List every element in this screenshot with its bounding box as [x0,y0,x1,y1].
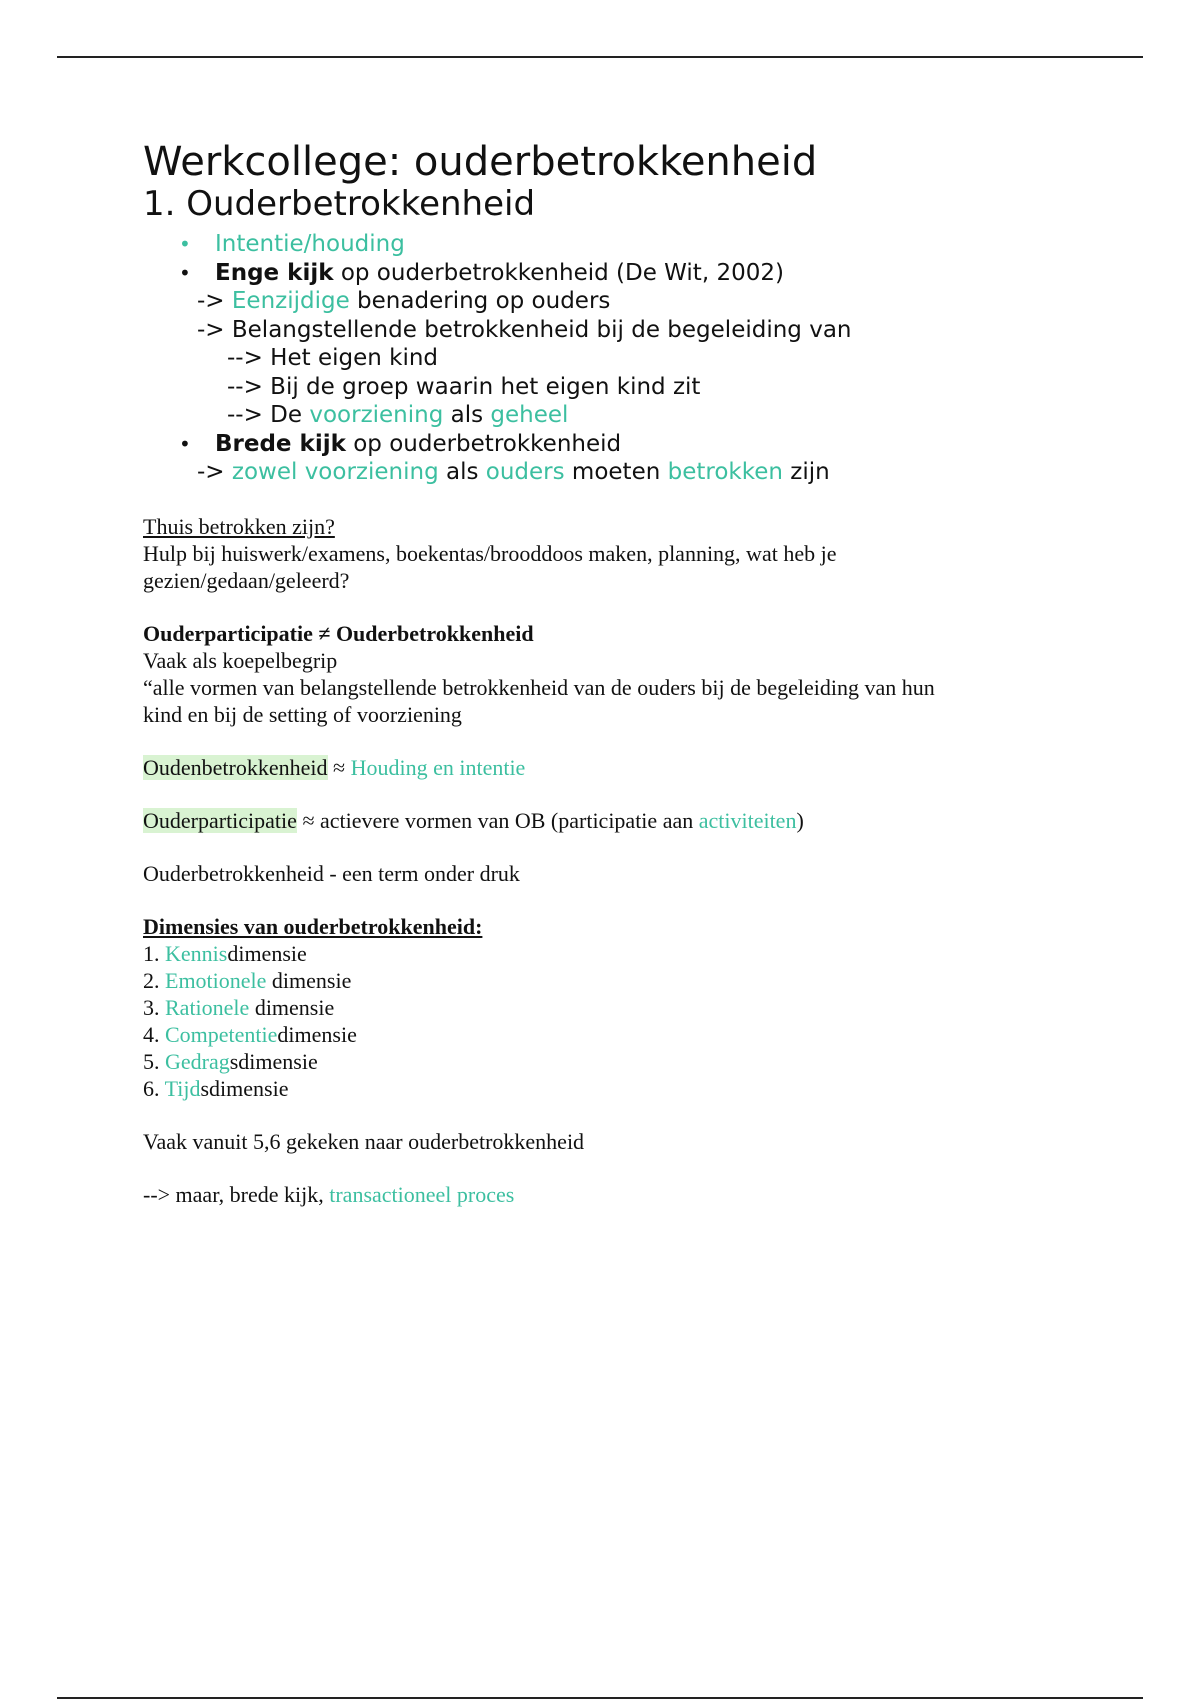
thuis-line: Hulp bij huiswerk/examens, boekentas/brooddoos maken, planning, wat heb je [143,540,837,566]
dimensies-heading: Dimensies van ouderbetrokkenheid: [143,913,483,939]
definition-ouderparticipatie: Ouderparticipatie ≈ actievere vormen van OB (participatie aan activiteiten) [143,807,804,833]
list-item: 3. Rationele dimensie [143,994,335,1020]
thuis-heading: Thuis betrokken zijn? [143,513,335,539]
page-title: Werkcollege: ouderbetrokkenheid [143,139,818,185]
list-item: 1. Kennisdimensie [143,940,307,966]
spacer [143,1155,1073,1181]
maar-line: --> maar, brede kijk, transactioneel proces [143,1181,515,1207]
arrow-line-eenzijdig: -> Eenzijdige benadering op ouders [197,288,611,314]
spacer [143,1102,1073,1128]
header-rule [57,56,1143,58]
arrow-line-groep: --> Bij de groep waarin het eigen kind zit [227,373,701,400]
list-item: 2. Emotionele dimensie [143,967,352,993]
spacer [143,781,1073,807]
bullet-dot-icon: • [179,232,191,256]
definition-ouderbetrokkenheid: Oudenbetrokkenheid ≈ Houding en intentie [143,754,526,780]
bullet-intentie: • Intentie/houding [179,231,405,257]
vanuit-line: Vaak vanuit 5,6 gekeken naar ouderbetrokkenheid [143,1128,585,1154]
thuis-section [143,513,1073,594]
spacer [143,594,1073,620]
participatie-line: Vaak als koepelbegrip [143,647,338,673]
arrow-line-eigen-kind: --> Het eigen kind [227,345,439,371]
section-title: 1. Ouderbetrokkenheid [143,184,536,224]
spacer [143,728,1073,754]
spacer [143,834,1073,860]
participatie-line: kind en bij de setting of voorziening [143,701,462,727]
document-body [143,140,1073,1208]
list-item: 6. Tijdsdimensie [143,1075,289,1101]
bullet-dot-icon: • [179,431,191,456]
footer-rule [57,1697,1143,1699]
list-item: 5. Gedragsdimensie [143,1048,318,1074]
dimensies-section [143,913,1073,1102]
participatie-line: “alle vormen van belangstellende betrokkenheid van de ouders bij de begeleiding van hun [143,674,935,700]
arrow-line-voorziening: --> De voorziening als geheel [227,402,569,428]
spacer [143,887,1073,913]
list-item: 4. Competentiedimensie [143,1021,357,1047]
participatie-section [143,620,1073,728]
arrow-line-zowel: -> zowel voorziening als ouders moeten betrokken zijn [197,459,830,485]
bullet-enge-kijk: • Enge kijk op ouderbetrokkenheid (De Wit, 2002) [179,259,784,286]
druk-line: Ouderbetrokkenheid - een term onder druk [143,860,520,886]
participatie-heading: Ouderparticipatie ≠ Ouderbetrokkenheid [143,620,534,646]
spacer [143,487,1073,513]
dimensies-list [143,940,1073,1102]
thuis-line: gezien/gedaan/geleerd? [143,567,350,593]
bullet-dot-icon: • [179,260,191,285]
arrow-line-belangstellend: -> Belangstellende betrokkenheid bij de begeleiding van [197,316,852,343]
outline [143,230,1073,487]
bullet-brede-kijk: • Brede kijk op ouderbetrokkenheid [179,430,622,457]
